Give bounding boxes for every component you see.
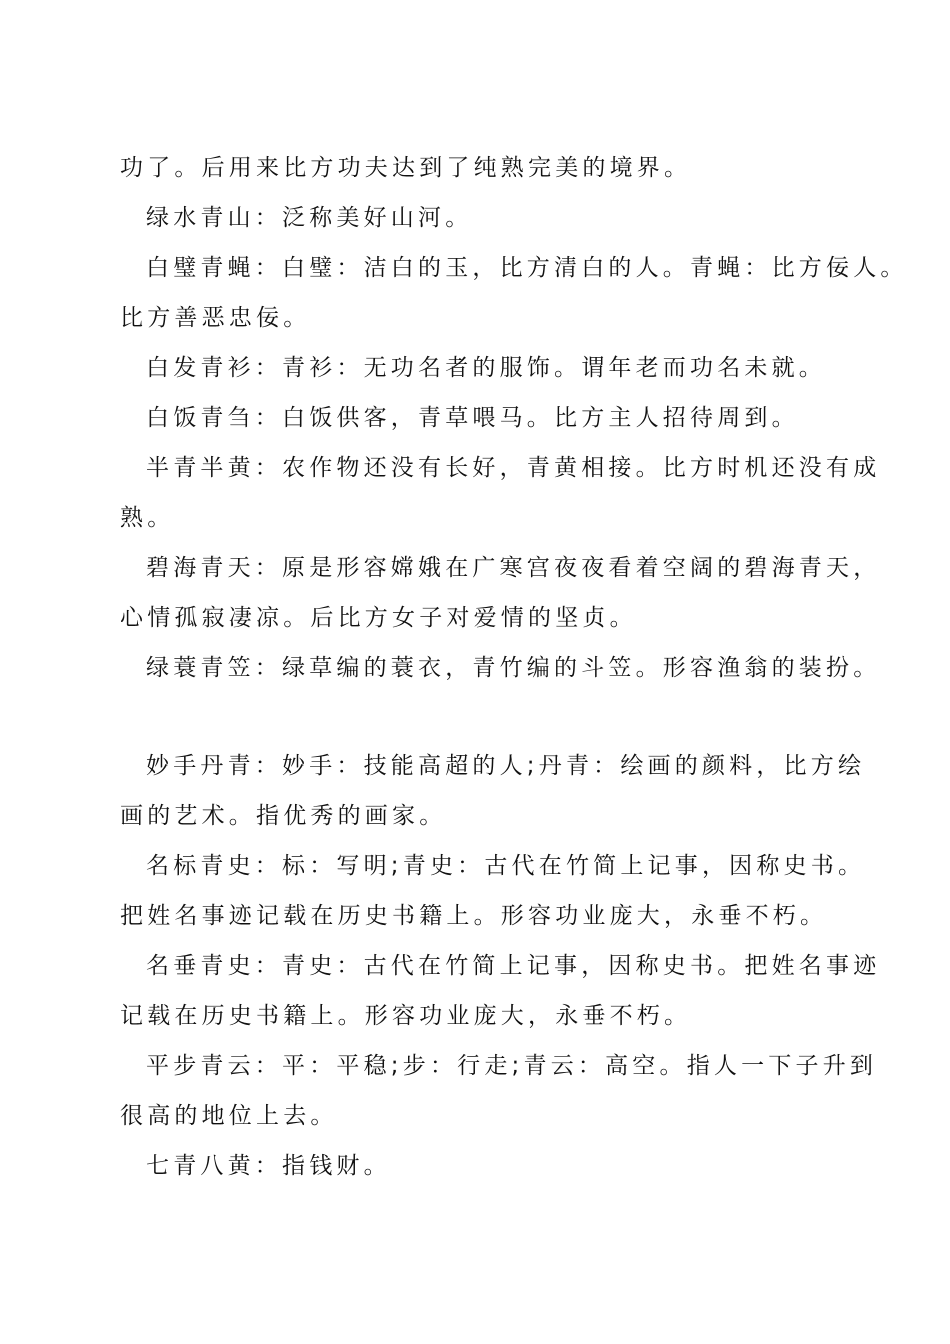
text-line: 功了。后用来比方功夫达到了纯熟完美的境界。 (120, 155, 692, 181)
text-line: 白发青衫：青衫：无功名者的服饰。谓年老而功名未就。 (146, 355, 826, 381)
text-line: 把姓名事迹记载在历史书籍上。形容功业庞大，永垂不朽。 (120, 903, 828, 929)
text-line: 绿蓑青笠：绿草编的蓑衣，青竹编的斗笠。形容渔翁的装扮。 (146, 655, 881, 681)
text-line: 白璧青蝇：白璧：洁白的玉，比方清白的人。青蝇：比方佞人。 (146, 255, 908, 281)
text-line: 熟。 (120, 505, 175, 531)
text-line: 白饭青刍：白饭供客，青草喂马。比方主人招待周到。 (146, 405, 799, 431)
text-line: 半青半黄：农作物还没有长好，青黄相接。比方时机还没有成 (146, 455, 881, 481)
text-line: 七青八黄：指钱财。 (146, 1153, 391, 1179)
text-line: 绿水青山：泛称美好山河。 (146, 205, 473, 231)
text-line: 妙手丹青：妙手：技能高超的人;丹青：绘画的颜料，比方绘 (146, 753, 866, 779)
text-line: 画的艺术。指优秀的画家。 (120, 803, 447, 829)
text-line: 碧海青天：原是形容嫦娥在广寒宫夜夜看着空阔的碧海青天， (146, 555, 881, 581)
text-line: 心情孤寂凄凉。后比方女子对爱情的坚贞。 (120, 605, 637, 631)
text-line: 名标青史：标：写明;青史：古代在竹简上记事，因称史书。 (146, 853, 866, 879)
text-line: 平步青云：平：平稳;步：行走;青云：高空。指人一下子升到 (146, 1053, 878, 1079)
text-line: 名垂青史：青史：古代在竹简上记事，因称史书。把姓名事迹 (146, 953, 881, 979)
text-line: 记载在历史书籍上。形容功业庞大，永垂不朽。 (120, 1003, 692, 1029)
text-line: 很高的地位上去。 (120, 1103, 338, 1129)
text-line: 比方善恶忠佞。 (120, 305, 311, 331)
